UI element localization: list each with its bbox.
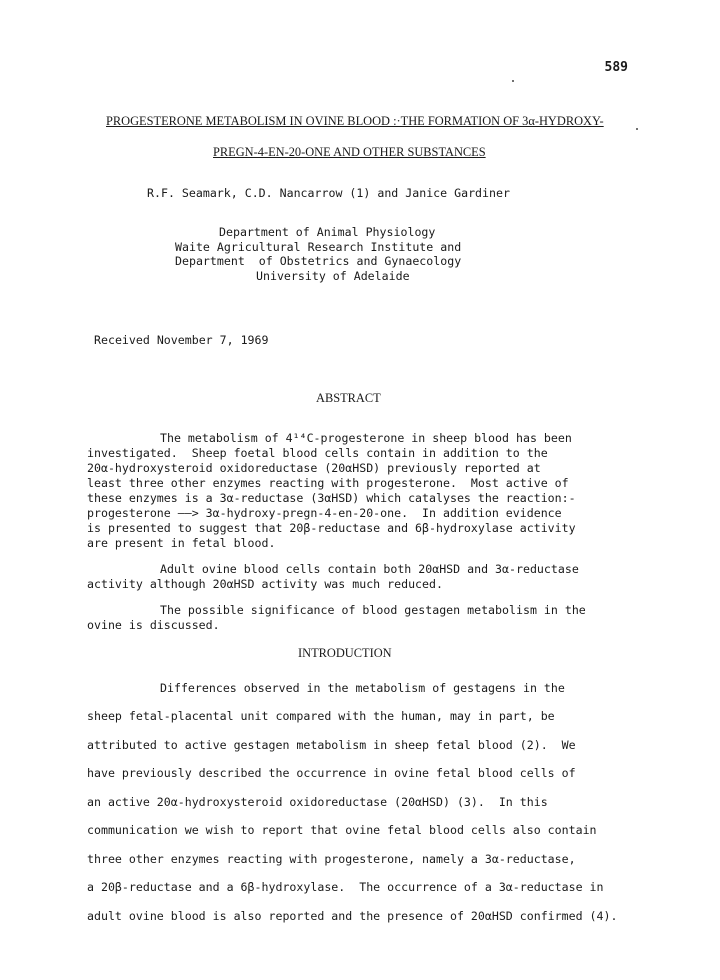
abstract-p1-line: 20α-hydroxysteroid oxidoreductase (20αHSD) previously reported at	[87, 461, 541, 475]
abstract-p2-line: Adult ovine blood cells contain both 20αHSD and 3α-reductase	[160, 562, 579, 576]
received-date: Received November 7, 1969	[94, 333, 269, 347]
abstract-p3-line: ovine is discussed.	[87, 618, 220, 632]
abstract-p2-line: activity although 20αHSD activity was much reduced.	[87, 577, 443, 591]
page-number: 589	[604, 60, 628, 75]
scan-speck	[636, 128, 638, 130]
intro-line: adult ovine blood is also reported and the presence of 20αHSD confirmed (4).	[87, 909, 618, 923]
affiliation-line-2: Waite Agricultural Research Institute and	[175, 240, 462, 254]
authors: R.F. Seamark, C.D. Nancarrow (1) and Janice Gardiner	[147, 186, 510, 200]
intro-line: attributed to active gestagen metabolism in sheep fetal blood (2). We	[87, 738, 576, 752]
abstract-p1-line: are present in fetal blood.	[87, 536, 276, 550]
title-line-2: PREGN-4-EN-20-ONE AND OTHER SUBSTANCES	[213, 145, 486, 159]
abstract-p3-line: The possible significance of blood gestagen metabolism in the	[160, 603, 586, 617]
abstract-heading: ABSTRACT	[316, 391, 381, 405]
intro-line: three other enzymes reacting with progesterone, namely a 3α-reductase,	[87, 852, 576, 866]
scan-speck	[512, 80, 514, 82]
title-line-1: PROGESTERONE METABOLISM IN OVINE BLOOD :·THE FORMATION OF 3α-HYDROXY-	[106, 114, 604, 128]
affiliation-line-1: Department of Animal Physiology	[219, 225, 436, 239]
affiliation-line-4: University of Adelaide	[256, 269, 410, 283]
abstract-p1-line: these enzymes is a 3α-reductase (3αHSD) which catalyses the reaction:-	[87, 491, 576, 505]
abstract-p1-line: The metabolism of 4¹⁴C-progesterone in sheep blood has been	[160, 431, 572, 445]
intro-line: sheep fetal-placental unit compared with the human, may in part, be	[87, 709, 555, 723]
intro-line: Differences observed in the metabolism of gestagens in the	[160, 681, 565, 695]
affiliation-line-3: Department of Obstetrics and Gynaecology	[175, 254, 462, 268]
intro-line: communication we wish to report that ovine fetal blood cells also contain	[87, 823, 597, 837]
abstract-p1-line: progesterone ——> 3α-hydroxy-pregn-4-en-20-one. In addition evidence	[87, 506, 562, 520]
abstract-p1-line: least three other enzymes reacting with progesterone. Most active of	[87, 476, 569, 490]
abstract-p1-line: is presented to suggest that 20β-reductase and 6β-hydroxylase activity	[87, 521, 576, 535]
intro-line: a 20β-reductase and a 6β-hydroxylase. The occurrence of a 3α-reductase in	[87, 880, 604, 894]
intro-line: an active 20α-hydroxysteroid oxidoreductase (20αHSD) (3). In this	[87, 795, 548, 809]
introduction-heading: INTRODUCTION	[298, 646, 392, 660]
intro-line: have previously described the occurrence in ovine fetal blood cells of	[87, 766, 576, 780]
abstract-p1-line: investigated. Sheep foetal blood cells contain in addition to the	[87, 446, 548, 460]
